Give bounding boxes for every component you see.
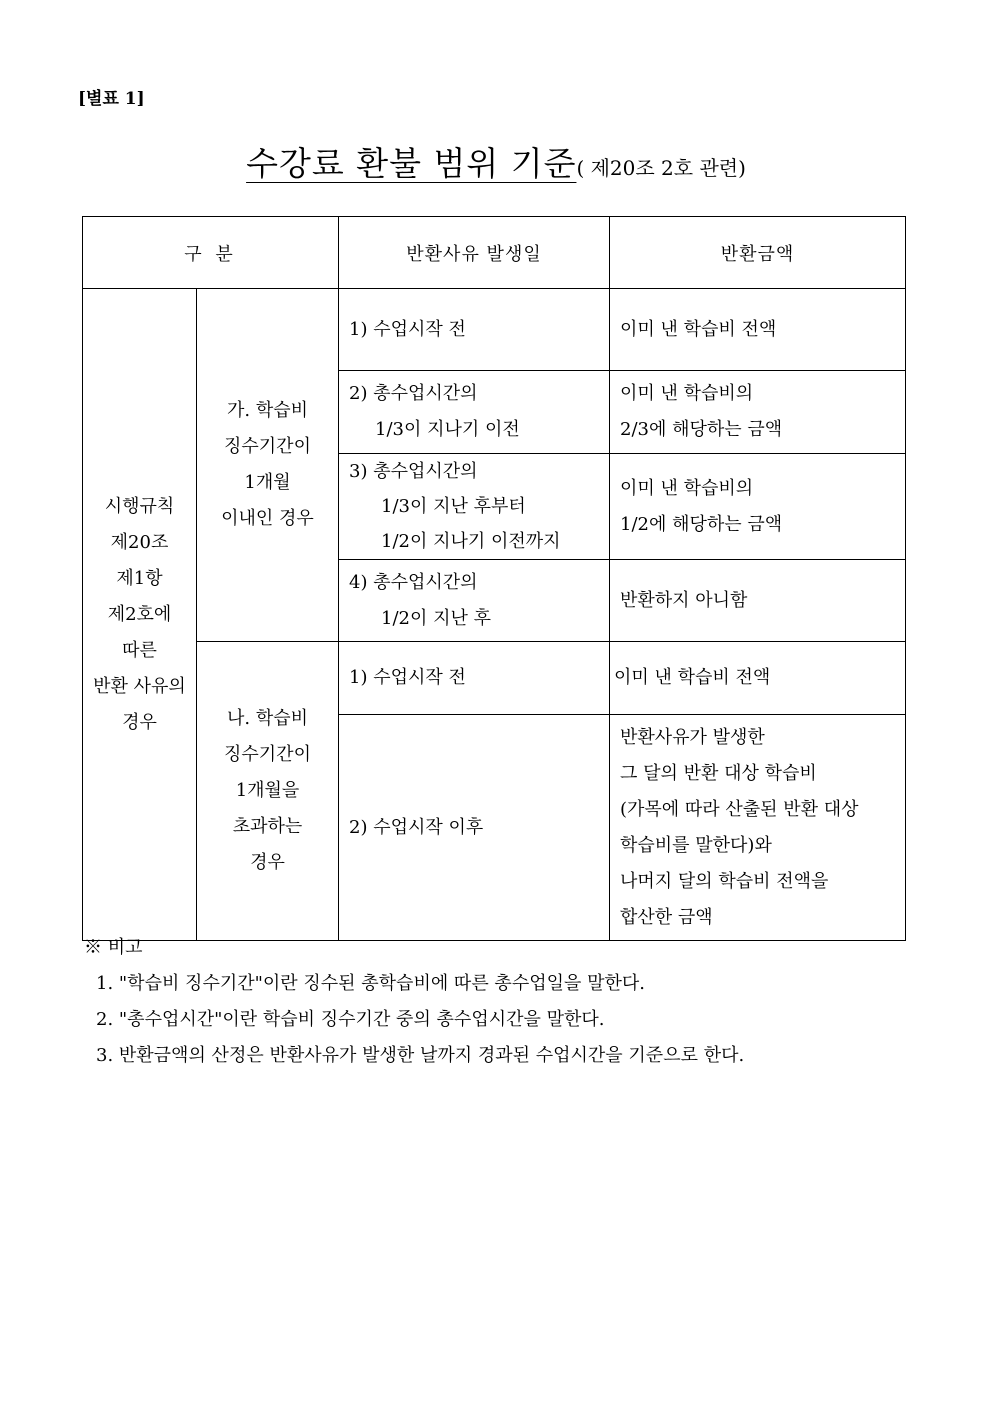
title-block [0, 138, 992, 185]
note-item: 3. 반환금액의 산정은 반환사유가 발생한 날까지 경과된 수업시간을 기준으로 한다. [96, 1045, 745, 1066]
notes-section [84, 930, 744, 1074]
date-cell: 2) 총수업시간의 1/3이 지나기 이전 [339, 371, 610, 454]
table-row [83, 289, 906, 371]
header-date: 반환사유 발생일 [339, 217, 610, 289]
table-row [83, 642, 906, 715]
category-cell: 시행규칙 제20조 제1항 제2호에 따른 반환 사유의 경우 [83, 289, 197, 941]
date-cell: 4) 총수업시간의 1/2이 지난 후 [339, 560, 610, 642]
group-b-label: 나. 학습비 징수기간이 1개월을 초과하는 경우 [197, 642, 339, 941]
group-a-label: 가. 학습비 징수기간이 1개월 이내인 경우 [197, 289, 339, 642]
amount-cell: 반환하지 아니함 [610, 560, 906, 642]
date-cell: 1) 수업시작 전 [339, 642, 610, 715]
date-cell: 2) 수업시작 이후 [339, 715, 610, 941]
notes-heading: ※ 비고 [84, 937, 143, 958]
amount-cell: 이미 낸 학습비 전액 [610, 642, 906, 715]
date-cell: 3) 총수업시간의 1/3이 지난 후부터 1/2이 지나기 이전까지 [339, 454, 610, 560]
header-amount: 반환금액 [610, 217, 906, 289]
amount-cell: 이미 낸 학습비의 1/2에 해당하는 금액 [610, 454, 906, 560]
amount-cell: 이미 낸 학습비 전액 [610, 289, 906, 371]
page-title: 수강료 환불 범위 기준 [246, 144, 577, 183]
table-header-row [83, 217, 906, 289]
refund-table [82, 216, 906, 941]
amount-cell: 반환사유가 발생한 그 달의 반환 대상 학습비 (가목에 따라 산출된 반환 대상 학습비를 말한다)와 나머지 달의 학습비 전액을 합산한 금액 [610, 715, 906, 941]
amount-cell: 이미 낸 학습비의 2/3에 해당하는 금액 [610, 371, 906, 454]
date-cell: 1) 수업시작 전 [339, 289, 610, 371]
note-item: 1. "학습비 징수기간"이란 징수된 총학습비에 따른 총수업일을 말한다. [96, 973, 645, 994]
note-item: 2. "총수업시간"이란 학습비 징수기간 중의 총수업시간을 말한다. [96, 1009, 605, 1030]
header-category: 구 분 [83, 217, 339, 289]
document-tag: [별표 1] [78, 89, 145, 109]
title-subtitle: ( 제20조 2호 관련) [576, 156, 746, 180]
